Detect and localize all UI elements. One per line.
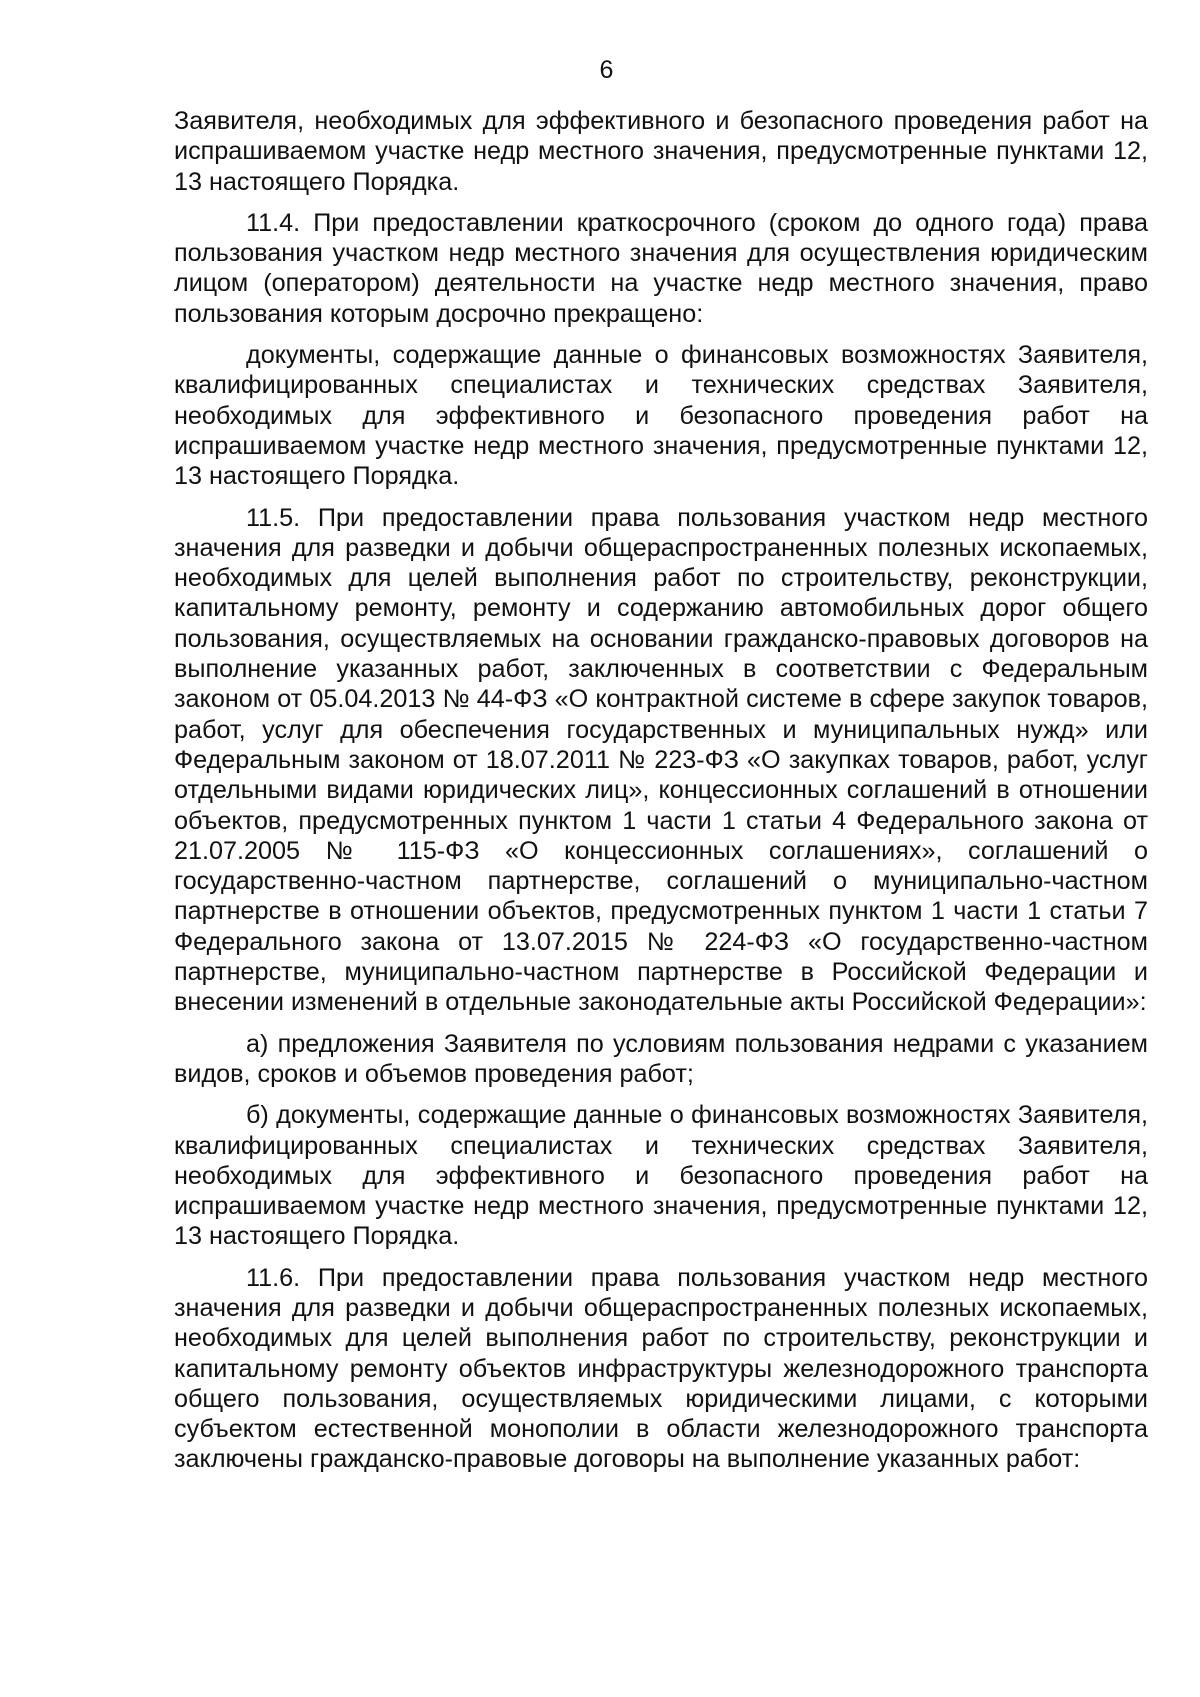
paragraph-11-6: 11.6. При предоставлении права пользования участком недр местного значения для разведки и добычи общераспространенных полезных ископаемых, необходимых для целей выполнения работ по строительству, реконструкции и капитальному ремонту объектов инфраструктуры железнодорожного транспорта общего пользования, осуществляемых юридическими лицами, с которыми субъектом естественной монополии в области железнодорожного транспорта заключены гражданско-правовые договоры на выполнение указанных работ:: [174, 1263, 1148, 1474]
paragraph-11-4-documents: документы, содержащие данные о финансовых возможностях Заявителя, квалифицированных специалистах и технических средствах Заявителя, необходимых для эффективного и безопасного проведения работ на испрашиваемом участке недр местного значения, предусмотренные пунктами 12, 13 настоящего Порядка.: [174, 341, 1148, 491]
paragraph-11-5: 11.5. При предоставлении права пользования участком недр местного значения для разведки и добычи общераспространенных полезных ископаемых, необходимых для целей выполнения работ по строительству, реконструкции, капитальному ремонту, ремонту и содержанию автомобильных дорог общего пользования, осуществляемых на основании гражданско-правовых договоров на выполнение указанных работ, заключенных в соответствии с Федеральным законом от 05.04.2013 № 44-ФЗ «О контрактной системе в сфере закупок товаров, работ, услуг для обеспечения государственных и муниципальных нужд» или Федеральным законом от 18.07.2011 № 223-ФЗ «О закупках товаров, работ, услуг отдельными видами юридических лиц», концессионных соглашений в отношении объектов, предусмотренных пунктом 1 части 1 статьи 4 Федерального закона от 21.07.2005 № 115-ФЗ «О концессионных соглашениях», соглашений о государственно-частном партнерстве, соглашений о муниципально-частном партнерстве в отношении объектов, предусмотренных пунктом 1 части 1 статьи 7 Федерального закона от 13.07.2015 № 224-ФЗ «О государственно-частном партнерстве, муниципально-частном партнерстве в Российской Федерации и внесении изменений в отдельные законодательные акты Российской Федерации»:: [174, 503, 1148, 1017]
paragraph-11-5-b: б) документы, содержащие данные о финансовых возможностях Заявителя, квалифицированных специалистах и технических средствах Заявителя, необходимых для эффективного и безопасного проведения работ на испрашиваемом участке недр местного значения, предусмотренные пунктами 12, 13 настоящего Порядка.: [174, 1101, 1148, 1251]
paragraph-continuation: Заявителя, необходимых для эффективного и безопасного проведения работ на испрашиваемом участке недр местного значения, предусмотренные пунктами 12, 13 настоящего Порядка.: [174, 107, 1148, 196]
paragraph-11-4: 11.4. При предоставлении краткосрочного (сроком до одного года) права пользования участком недр местного значения для осуществления юридическим лицом (оператором) деятельности на участке недр местного значения, право пользования которым досрочно прекращено:: [174, 208, 1148, 328]
document-body: [174, 106, 1148, 1486]
page-number: 6: [599, 56, 614, 84]
paragraph-11-5-a: а) предложения Заявителя по условиям пользования недрами с указанием видов, сроков и объемов проведения работ;: [174, 1029, 1148, 1088]
